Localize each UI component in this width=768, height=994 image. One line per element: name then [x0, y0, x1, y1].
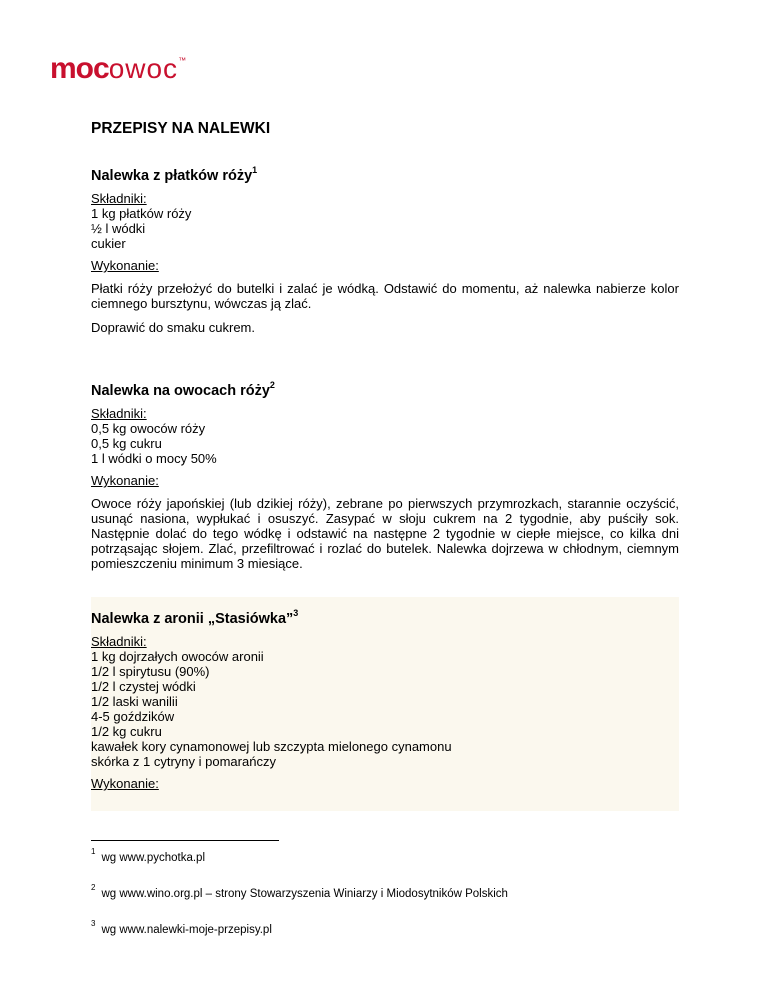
recipe-title: Nalewka z płatków róży$^1$	[91, 165, 258, 184]
footnote-ref[interactable]: 2	[269, 380, 275, 391]
ingredient-item: 1 kg płatków róży	[91, 206, 192, 221]
recipe-section-1	[91, 165, 679, 335]
page-title: PRZEPISY NA NALEWKI	[91, 120, 271, 137]
ingredient-item: 1 l wódki o mocy 50%	[91, 451, 217, 466]
logo-text-light: owoc	[108, 53, 179, 84]
brand-logo	[50, 54, 186, 84]
footnote-ref[interactable]: 1	[252, 165, 258, 176]
ingredient-item: 1/2 laski wanilii	[91, 694, 178, 709]
ingredient-item: 0,5 kg cukru	[91, 436, 162, 451]
ingredient-item: 1/2 l spirytusu (90%)	[91, 664, 210, 679]
ingredient-item: skórka z 1 cytryny i pomarańczy	[91, 754, 276, 769]
logo-trademark: ™	[178, 56, 187, 65]
ingredient-item: 1/2 kg cukru	[91, 724, 162, 739]
footnote-divider	[91, 840, 279, 841]
ingredient-item: 4-5 goździków	[91, 709, 175, 724]
footnotes	[91, 840, 691, 954]
ingredient-item: 1/2 l czystej wódki	[91, 679, 196, 694]
method-label: Wykonanie:	[91, 473, 159, 488]
recipe-section-3	[91, 597, 679, 811]
ingredients-label: Składniki:	[91, 406, 147, 421]
method-label: Wykonanie:	[91, 258, 159, 273]
ingredient-item: cukier	[91, 236, 126, 251]
ingredient-item: kawałek kory cynamonowej lub szczypta mielonego cynamonu	[91, 739, 452, 754]
recipe-title: Nalewka na owocach róży$^2$	[91, 380, 275, 399]
footnote-item: $^3$wg www.nalewki-moje-przepisy.pl	[91, 918, 272, 936]
method-paragraph: Doprawić do smaku cukrem.	[91, 320, 255, 335]
ingredients-label: Składniki:	[91, 191, 147, 206]
ingredient-item: 0,5 kg owoców róży	[91, 421, 206, 436]
ingredients-label: Składniki:	[91, 634, 147, 649]
method-paragraph: Płatki róży przełożyć do butelki i zalać je wódką. Odstawić do momentu, aż nalewka nabierze kolor ciemnego bursztynu, wówczas ją zlać.	[91, 281, 679, 311]
ingredient-item: ½ l wódki	[91, 221, 146, 236]
footnote-item: $^2$wg www.wino.org.pl – strony Stowarzyszenia Winiarzy i Miodosytników Polskich	[91, 882, 508, 900]
recipe-title: Nalewka z aronii „Stasiówka”$^3$	[91, 608, 299, 627]
ingredient-item: 1 kg dojrzałych owoców aronii	[91, 649, 264, 664]
footnote-ref[interactable]: 3	[293, 608, 299, 619]
footnote-item: $^1$wg www.pychotka.pl	[91, 847, 205, 864]
recipe-section-2	[91, 380, 679, 571]
method-paragraph: Owoce róży japońskiej (lub dzikiej róży), zebrane po pierwszych przymrozkach, starannie oczyścić, usunąć nasiona, wypłukać i osuszyć. Zasypać w słoju cukrem na 2 tygodnie, aby puściły sok. Następnie dolać do tego wódkę i odstawić na następne 2 tygodnie w ciepłe miejsce, co kilka dni potrząsając słojem. Zlać, przefiltrować i rozlać do butelek. Nalewka dojrzewa w chłodnym, ciemnym pomieszczeniu minimum 3 miesiące.	[91, 496, 679, 571]
logo-text-bold: moc	[50, 52, 109, 85]
method-label: Wykonanie:	[91, 776, 159, 791]
